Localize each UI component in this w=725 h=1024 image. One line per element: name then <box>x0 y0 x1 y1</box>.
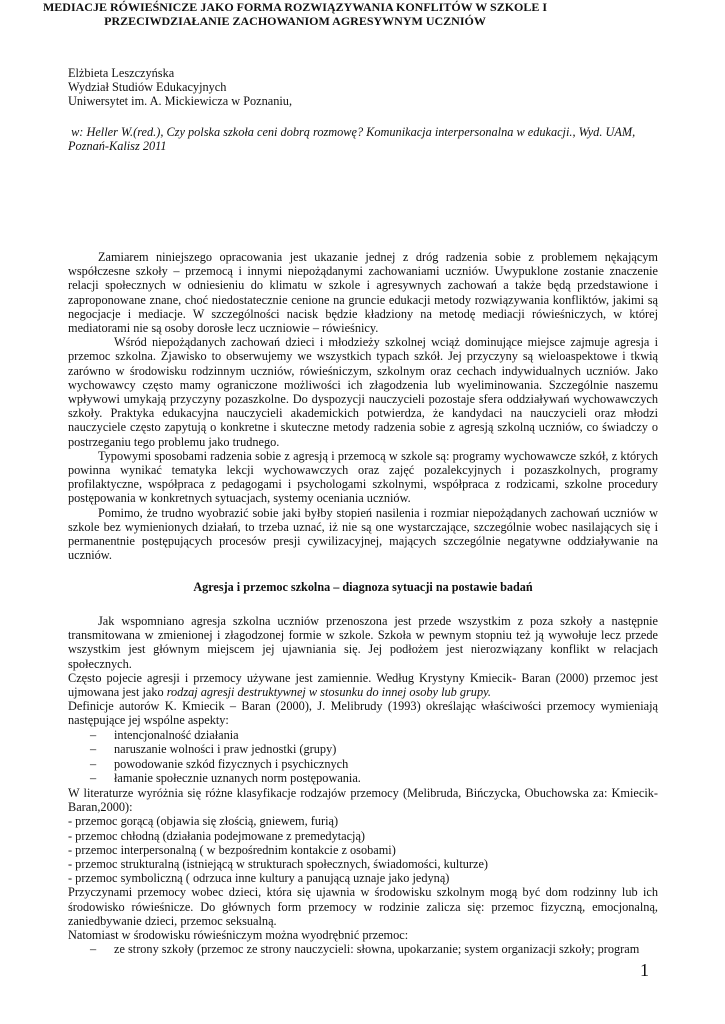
page-number: 1 <box>640 960 649 980</box>
document-title <box>0 0 590 29</box>
author-block <box>68 66 658 109</box>
title-line-2: PRZECIWDZIAŁANIE ZACHOWANIOM AGRESYWNYM UCZNIÓW <box>104 14 486 29</box>
aspects-list <box>68 728 658 786</box>
list-item: - przemoc symboliczną ( odrzuca inne kultury a panującą uznaje jako jedyną) <box>68 871 450 886</box>
list-item: - przemoc strukturalną (istniejącą w strukturach społecznych, świadomości, kulturze) <box>68 857 488 872</box>
dash-bullet-icon: – <box>90 727 97 742</box>
list-item: - przemoc chłodną (działania podejmowane z premedytacją) <box>68 828 366 843</box>
dash-bullet-icon: – <box>90 771 97 786</box>
list-item-text: ze strony szkoły (przemoc ze strony nauczycieli: słowna, upokarzanie; system organizacji szkoły; program <box>114 942 640 957</box>
paragraph: Typowymi sposobami radzenia sobie z agresją i przemocą w szkole są: programy wychowawcze szkół, z których powinna wynikać tematyka lekcji wychowawczych oraz zajęć pozalekcyjnych i pozaszkolnych, programy profilaktyczne, współpraca z pedagogami i psychologami szkolnymi, współpraca z rodzicami, szkolne procedury postępowania w konkretnych sytuacjach, systemy oceniania uczniów. <box>68 448 658 506</box>
list-item: - przemoc gorącą (objawia się złością, gniewem, furią) <box>68 814 339 829</box>
dash-bullet-icon: – <box>90 756 97 771</box>
paragraph: Przyczynami przemocy wobec dzieci, która się ujawnia w środowisku szkolnym mogą być dom rodzinny lub ich środowisko rówieśnicze. Do głównych form przemocy w rodzinie zalicza się: przemoc fizyczną, emocjonalną, zaniedbywanie dzieci, przemoc seksualną. <box>68 885 658 928</box>
paragraph: Definicje autorów K. Kmiecik – Baran (2000), J. Melibrudy (1993) określając właściwości przemocy wymieniają następujące jej wspólne aspekty: <box>68 699 658 728</box>
list-item-text: powodowanie szkód fizycznych i psychicznych <box>114 756 349 771</box>
paragraph: W literaturze wyróżnia się różne klasyfikacje rodzajów przemocy (Melibruda, Bińczycka, Obuchowska za: Kmiecik-Baran,2000): <box>68 786 658 815</box>
paragraph: Zamiarem niniejszego opracowania jest ukazanie jednej z dróg radzenia sobie z problemem nękającym współczesne szkoły – przemocą i innymi niepożądanymi zachowaniami uczniów. Uwypuklone zostanie znaczenie relacji społecznych w odniesieniu do klimatu w szkole i agresywnych zachowań a także będą przedstawione i zaproponowane znane, choć niedostatecznie cenione na gruncie edukacji metody rozwiązywania konfliktów, jakimi są negocjacje i mediacje. W szczególności nacisk będzie kładziony na metodę mediacji rówieśniczych, w której mediatorami nie są osoby dorosłe lecz uczniowie – rówieśnicy. <box>68 250 658 336</box>
list-item <box>68 942 658 957</box>
list-item-text: intencjonalność działania <box>114 727 239 742</box>
list-item: - przemoc interpersonalną ( w bezpośrednim kontakcie z osobami) <box>68 842 396 857</box>
dash-bullet-icon: – <box>90 942 97 957</box>
paragraph: Wśród niepożądanych zachowań dzieci i młodzieży szkolnej wciąż dominujące miejsce zajmuje agresja i przemoc szkolna. Zjawisko to obserwujemy we wszystkich typach szkół. Jej przyczyny są wieloaspektowe i tkwią zarówno w środowisku rodzinnym uczniów, rówieśniczym, szkolnym oraz cechach indywidualnych uczniów. Jako wychowawcy często mamy ograniczone możliwości ich złagodzenia lub wyeliminowania. Szczególnie naszemu wpływowi umykają przyczyny pozaszkolne. Do dyspozycji nauczycieli pozostaje sfera oddziaływań wychowawczych szkoły. Praktyka edukacyjna nauczycieli akademickich potwierdza, że kandydaci na nauczycieli oraz młodzi nauczyciele często zapytują o konkretne i skuteczne metody radzenia sobie z agresją szkolną uczniów, co świadczy o postrzeganiu tego problemu jako trudnego. <box>68 335 658 449</box>
list-item-text: łamanie społecznie uznanych norm postępowania. <box>114 771 361 786</box>
author-name: Elżbieta Leszczyńska <box>68 66 175 80</box>
paragraph <box>68 671 658 699</box>
section-aggression <box>68 614 658 957</box>
dash-bullet-icon: – <box>90 742 97 757</box>
introduction-section <box>68 250 658 562</box>
paragraph: Pomimo, że trudno wyobrazić sobie jaki byłby stopień nasilenia i rozmiar niepożądanych zachowań uczniów w szkole bez wymienionych działań, to trzeba uznać, iż nie są one wystarczające, szczególnie wobec nasilających się i permanentnie postępujących procesów presji cywilizacyjnej, mających szczególnie negatywne oddziaływanie na uczniów. <box>68 505 658 563</box>
list-item <box>68 728 658 743</box>
list-item <box>68 742 658 757</box>
author-department: Wydział Studiów Edukacyjnych <box>68 80 227 95</box>
violence-types-list <box>68 814 658 885</box>
emphasized-definition: rodzaj agresji destruktywnej w stosunku do innej osoby lub grupy. <box>166 685 491 700</box>
reference-text: w: Heller W.(red.), Czy polska szkoła ceni dobrą rozmowę? Komunikacja interpersonalna w edukacji., Wyd. UAM, Poznań-Kalisz 2011 <box>68 125 636 154</box>
publication-reference <box>68 125 658 153</box>
paragraph-text: Często pojecie agresji i przemocy używane jest zamiennie. Według Krystyny Kmiecik- Baran (2000) przemoc jest ujmowana jest jako <box>68 670 658 700</box>
list-item <box>68 757 658 772</box>
title-line-1: MEDIACJE RÓWIEŚNICZE JAKO FORMA ROZWIĄZYWANIA KONFLITÓW W SZKOLE I <box>42 0 548 14</box>
list-item <box>68 771 658 786</box>
author-university: Uniwersytet im. A. Mickiewicza w Poznaniu, <box>68 94 293 109</box>
paragraph: Jak wspomniano agresja szkolna uczniów przenoszona jest przede wszystkim z poza szkoły a następnie transmitowana w zmienionej i złagodzonej formie w szkole. Szkoła w pewnym stopniu też ją wywołuje lecz przede wszystkim jest głównym miejscem jej ujawniania się. Jej podłożem jest nierozwiązany konflikt w relacjach społecznych. <box>68 614 658 671</box>
list-item-text: naruszanie wolności i praw jednostki (grupy) <box>114 742 337 757</box>
section-heading: Agresja i przemoc szkolna – diagnoza sytuacji na postawie badań <box>193 580 533 594</box>
paragraph: Natomiast w środowisku rówieśniczym można wyodrębnić przemoc: <box>68 928 409 943</box>
